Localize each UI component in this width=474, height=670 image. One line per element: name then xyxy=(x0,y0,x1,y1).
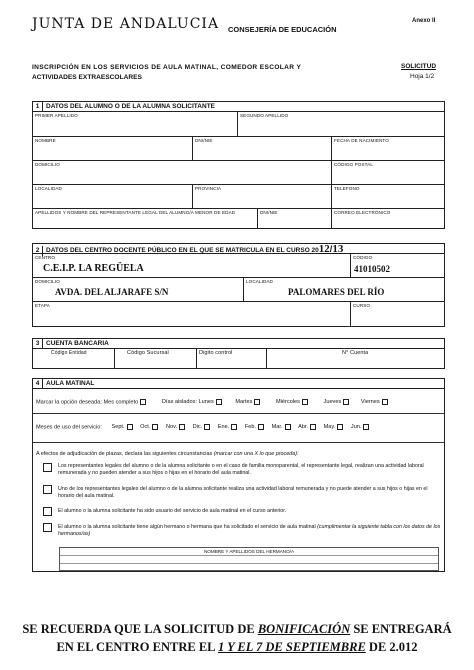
field-provincia[interactable]: PROVINCIA xyxy=(193,185,332,209)
field-primer-apellido[interactable]: PRIMER APELLIDO xyxy=(33,112,238,137)
doc-type: SOLICITUD xyxy=(401,63,437,70)
field-centro[interactable]: CENTRO C.E.I.P. LA REGÜELA xyxy=(33,254,351,278)
option-2-text: Uno de los representantes legales del alumno o de la alumna solicitante realiza una actividad laboral remunerada y no puede atender a sus hijos o hijas en el horario del aula matinal. xyxy=(58,486,428,499)
form-title-line1: INSCRIPCIÓN EN LOS SERVICIOS DE AULA MATINAL, COMEDOR ESCOLAR Y xyxy=(32,64,302,71)
months-row: Meses de uso del servicio: Sept. Oct. Nov. Dic. Ene. Feb. Mar. Abr. May. Jun. xyxy=(36,424,444,430)
footer-reminder-line1: SE RECUERDA QUE LA SOLICITUD DE BONIFICACIÓN SE ENTREGARÁ xyxy=(22,622,452,636)
field-dni[interactable]: DNI/NIE xyxy=(193,137,332,161)
field-telefono[interactable]: TELEFONO xyxy=(332,185,444,209)
section-1-title: 1 DATOS DEL ALUMNO O DE LA ALUMNA SOLICITANTE xyxy=(33,102,444,112)
checkbox-option-1[interactable] xyxy=(43,463,52,472)
field-correo[interactable]: CORREO ELECTRÓNICO xyxy=(334,210,391,215)
checkbox-dic[interactable] xyxy=(204,424,210,430)
section-bank xyxy=(32,338,445,369)
field-fecha-nacimiento[interactable]: FECHA DE NACIMIENTO xyxy=(332,137,444,161)
field-etapa[interactable]: ETAPA xyxy=(33,302,351,326)
siblings-header: NOMBRE Y APELLIDOS DEL HERMANO/A xyxy=(203,549,295,554)
siblings-table[interactable] xyxy=(59,547,439,571)
checkbox-abr[interactable] xyxy=(310,424,316,430)
field-localidad-centro[interactable]: LOCALIDAD PALOMARES DEL RÍO xyxy=(244,278,444,302)
form-title-line2: ACTIVIDADES EXTRAESCOLARES xyxy=(32,74,142,81)
option-1-text: Los representantes legales del alumno o de la alumna solicitante o en el caso de familia monoparental, el representante legal, realizan una actividad laboral remunerada y no pueden atender a sus hijos o hijas en el horario del aula matinal. xyxy=(58,463,424,476)
checkbox-jueves[interactable] xyxy=(343,399,349,405)
field-codigo-postal[interactable]: CÓDIGO POSTAL xyxy=(332,161,444,185)
field-digito-control[interactable]: Digito control xyxy=(197,349,267,368)
section-3-title: 3 CUENTA BANCARIA xyxy=(33,339,444,349)
page-indicator: Hoja 1/2 xyxy=(410,73,435,80)
field-codigo-sucursal[interactable]: Código Sucursal xyxy=(115,349,197,368)
checkbox-viernes[interactable] xyxy=(382,399,388,405)
checkbox-nov[interactable] xyxy=(179,424,185,430)
checkbox-martes[interactable] xyxy=(254,399,260,405)
section-school xyxy=(32,243,445,327)
adjudicacion-text: A efectos de adjudicación de plazas, declara las siguientes circunstancias (marcar con una X lo que proceda): xyxy=(36,451,299,457)
field-codigo-centro[interactable]: CÓDIGO 41010502 xyxy=(351,254,444,278)
checkbox-oct[interactable] xyxy=(152,424,158,430)
field-numero-cuenta[interactable]: N° Cuenta xyxy=(342,350,369,356)
checkbox-lunes[interactable] xyxy=(216,399,222,405)
checkbox-jun[interactable] xyxy=(363,424,369,430)
checkbox-mes-completo[interactable] xyxy=(140,399,146,405)
option-row: Marcar la opción deseada: Mes completo Días aislados: Lunes Martes Miércoles Jueves Viernes xyxy=(36,399,444,405)
logo-text: JUNTA DE ANDALUCIA xyxy=(32,16,220,32)
option-3-text: El alumno o la alumna solicitante ha sido usuario del servicio de aula matinal en el curso anterior. xyxy=(58,508,287,514)
section-4-title: 4 AULA MATINAL xyxy=(33,379,444,389)
section-morning-class xyxy=(32,378,445,572)
course-year-2: 13 xyxy=(332,243,344,255)
field-nombre[interactable]: NOMBRE xyxy=(33,137,193,161)
field-domicilio[interactable]: DOMICILIO xyxy=(33,161,332,185)
option-4-text: El alumno o la alumna solicitante tiene algún hermano o hermana que ha solicitado el servicio de aula matinal (cumplimentar la siguiente tabla con los datos de los hermanos/as) xyxy=(58,524,441,537)
footer-reminder-line2: EN EL CENTRO ENTRE EL 1 Y EL 7 DE SEPTIEMBRE DE 2.012 xyxy=(56,640,418,654)
checkbox-option-3[interactable] xyxy=(43,507,52,516)
checkbox-may[interactable] xyxy=(337,424,343,430)
checkbox-option-4[interactable] xyxy=(43,523,52,532)
checkbox-miercoles[interactable] xyxy=(302,399,308,405)
checkbox-mar[interactable] xyxy=(285,424,291,430)
checkbox-ene[interactable] xyxy=(231,424,237,430)
checkbox-sept[interactable] xyxy=(127,424,133,430)
field-dni-representante[interactable]: DNI/NIE xyxy=(258,209,332,228)
checkbox-feb[interactable] xyxy=(258,424,264,430)
annex-label: Anexo II xyxy=(412,18,436,24)
field-codigo-entidad[interactable]: Código Entidad xyxy=(33,349,115,368)
field-representante[interactable]: APELLIDOS Y NOMBRE DEL REPRESENTANTE LEGAL DEL ALUMNO/A MENOR DE EDAD xyxy=(33,209,258,228)
field-curso[interactable]: CURSO xyxy=(353,303,371,308)
field-segundo-apellido[interactable]: SEGUNDO APELLIDO xyxy=(238,112,444,137)
field-localidad[interactable]: LOCALIDAD xyxy=(33,185,193,209)
section-student xyxy=(32,101,445,229)
course-year-1: 12 xyxy=(318,243,330,255)
department-title: CONSEJERÍA DE EDUCACIÓN xyxy=(228,25,337,34)
field-domicilio-centro[interactable]: DOMICILIO AVDA. DEL ALJARAFE S/N xyxy=(33,278,244,302)
section-2-title: 2 DATOS DEL CENTRO DOCENTE PÚBLICO EN EL QUE SE MATRICULA EN EL CURSO 2012/13 xyxy=(33,244,444,254)
checkbox-option-2[interactable] xyxy=(43,485,52,494)
